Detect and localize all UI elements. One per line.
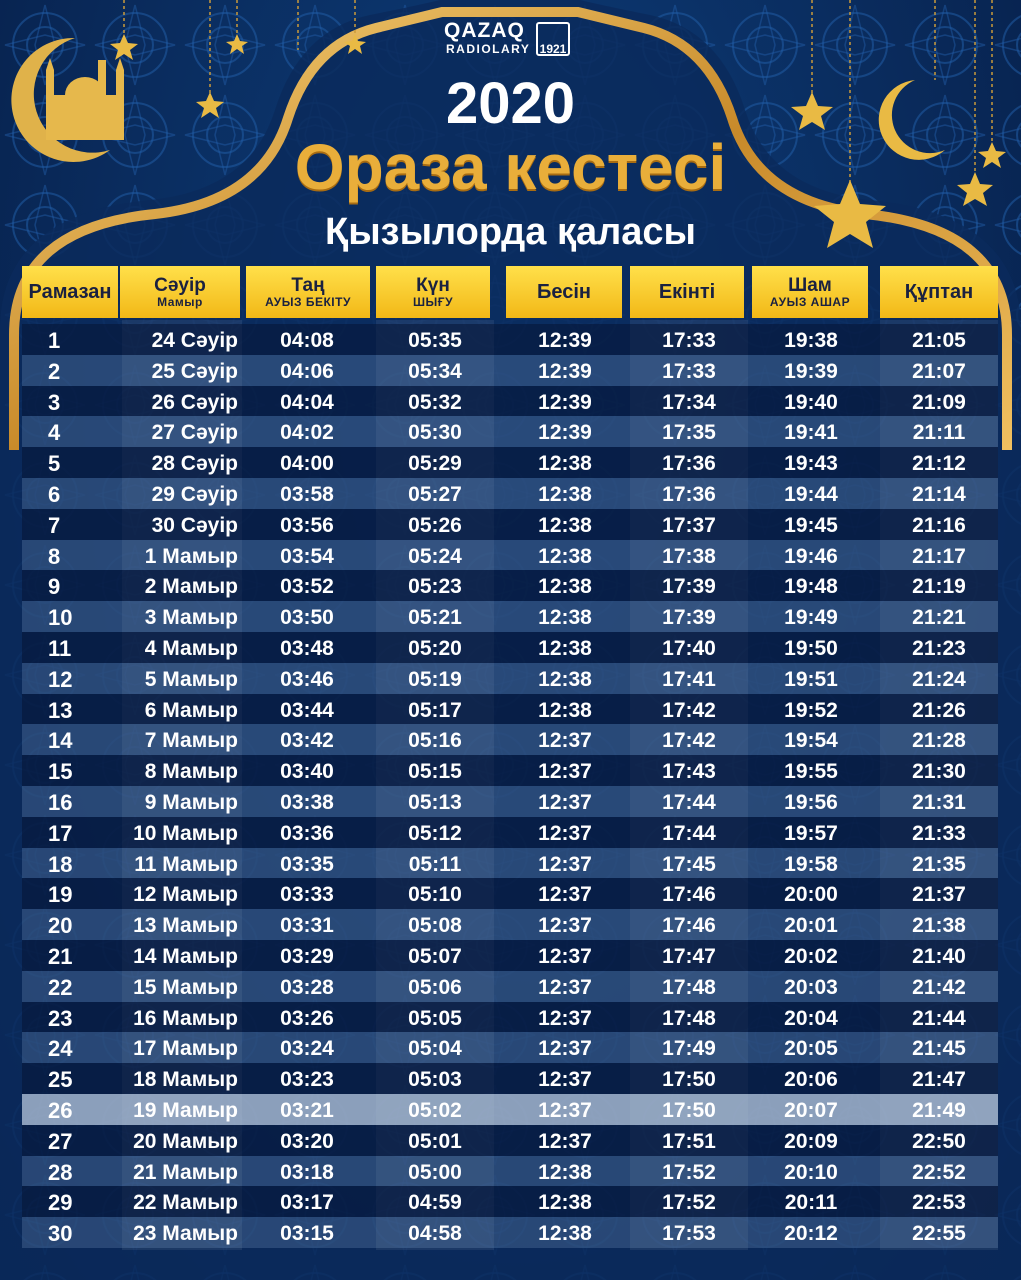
col-asr-cell: 17:38 [662, 544, 716, 568]
table-row [22, 724, 998, 755]
col-ramadan-day-cell: 23 [48, 1005, 73, 1031]
col-maghrib-cell: 19:55 [784, 760, 838, 784]
col-dhuhr-cell: 12:38 [538, 544, 592, 568]
col-maghrib-cell: 19:51 [784, 667, 838, 691]
col-asr-cell: 17:39 [662, 606, 716, 630]
col-dhuhr-cell: 12:39 [538, 390, 592, 414]
col-isha-cell: 21:12 [912, 452, 966, 476]
col-fajr-cell: 03:36 [280, 821, 334, 845]
col-asr-cell: 17:41 [662, 667, 716, 691]
year-heading: 2020 [445, 71, 576, 136]
col-maghrib-cell: 19:56 [784, 791, 838, 814]
col-isha-cell: 21:26 [912, 698, 966, 722]
col-sunrise-cell: 05:03 [408, 1068, 462, 1092]
col-sunrise-cell: 05:32 [408, 390, 462, 414]
col-asr-cell: 17:50 [662, 1099, 716, 1122]
page-title: Ораза кестесі [294, 131, 727, 203]
col-sunrise-cell: 05:12 [408, 821, 462, 845]
col-isha-cell: 21:38 [912, 914, 966, 938]
col-ramadan-day-cell: 18 [48, 851, 73, 877]
col-date-cell: 8 Мамыр [144, 760, 238, 784]
col-isha-cell: 21:28 [912, 729, 966, 753]
col-asr-cell: 17:44 [662, 821, 716, 845]
col-fajr-cell: 03:17 [280, 1191, 334, 1215]
col-asr-cell: 17:43 [662, 760, 716, 784]
col-ramadan-day-cell: 8 [48, 543, 61, 569]
col-ramadan-day-cell: 24 [48, 1036, 73, 1062]
col-dhuhr-cell: 12:38 [538, 452, 592, 476]
col-ramadan-day-cell: 12 [48, 666, 73, 692]
col-dhuhr-cell: 12:38 [538, 513, 592, 537]
table-row [22, 878, 998, 909]
col-date-cell: 30 Сәуір [151, 513, 238, 537]
col-dhuhr-cell: 12:37 [538, 883, 592, 907]
col-sunrise-cell: 05:11 [408, 852, 462, 876]
col-asr-cell: 17:53 [662, 1222, 716, 1246]
col-asr-cell: 17:46 [662, 883, 716, 907]
col-fajr-cell: 03:20 [280, 1129, 334, 1153]
col-dhuhr-cell: 12:37 [538, 1037, 592, 1061]
col-asr-cell: 17:52 [662, 1160, 716, 1184]
col-asr-cell: 17:36 [662, 452, 716, 476]
col-fajr-cell: 03:23 [280, 1068, 334, 1092]
col-maghrib-cell: 19:49 [784, 606, 838, 630]
col-sunrise-cell: 05:13 [408, 791, 462, 814]
col-maghrib-cell: 19:45 [784, 513, 838, 537]
col-maghrib-cell: 20:11 [784, 1191, 838, 1215]
col-maghrib-cell: 19:50 [784, 637, 838, 660]
col-sunrise-cell: 05:19 [408, 667, 462, 691]
col-date-cell: 9 Мамыр [144, 791, 238, 814]
table-row [22, 1125, 998, 1156]
col-ramadan-day-cell: 22 [48, 974, 73, 1000]
col-isha-cell: 21:19 [912, 575, 966, 599]
table-row [22, 817, 998, 848]
col-isha-cell: 21:42 [912, 975, 966, 999]
col-fajr-cell: 03:26 [280, 1006, 334, 1030]
col-sunrise-cell: 05:35 [408, 329, 462, 352]
col-asr-cell: 17:35 [662, 421, 716, 445]
table-row [22, 632, 998, 663]
table-row [22, 324, 998, 355]
col-sunrise-cell: 05:26 [408, 513, 462, 537]
table-row [22, 663, 998, 694]
col-ramadan-day-cell: 19 [48, 882, 73, 908]
col-asr-cell: 17:34 [662, 390, 716, 414]
col-fajr-cell: 03:48 [280, 637, 334, 660]
col-fajr-cell: 03:33 [280, 883, 334, 907]
col-ramadan-day-cell: 21 [48, 944, 73, 969]
table-row [22, 909, 998, 940]
col-dhuhr-cell: 12:38 [538, 1191, 592, 1215]
col-date-cell: 1 Мамыр [144, 544, 238, 568]
col-dhuhr-cell: 12:38 [538, 637, 592, 660]
col-fajr-cell: 03:42 [280, 729, 334, 753]
col-fajr-cell: 03:40 [280, 760, 334, 784]
table-row [22, 540, 998, 571]
col-date-cell: 20 Мамыр [133, 1129, 238, 1153]
header-col-asr [630, 266, 744, 318]
col-dhuhr-cell: 12:37 [538, 975, 592, 999]
col-maghrib-cell: 19:46 [784, 544, 838, 568]
header-label: Таң [291, 274, 325, 296]
col-fajr-cell: 03:54 [280, 544, 334, 568]
col-ramadan-day-cell: 27 [48, 1128, 73, 1154]
header-col-isha [880, 266, 998, 318]
header-label: Рамазан [28, 280, 112, 303]
header-col-dhuhr [506, 266, 622, 318]
col-sunrise-cell: 05:16 [408, 729, 462, 753]
col-fajr-cell: 03:35 [280, 852, 334, 876]
col-ramadan-day-cell: 4 [48, 420, 61, 446]
col-ramadan-day-cell: 28 [48, 1159, 73, 1185]
radio-logo [444, 20, 574, 68]
col-date-cell: 6 Мамыр [144, 698, 238, 722]
col-isha-cell: 22:55 [912, 1222, 966, 1246]
col-ramadan-day-cell: 16 [48, 790, 73, 815]
logo-year: 1921 [536, 22, 570, 56]
col-ramadan-day-cell: 10 [48, 605, 73, 631]
header-label: Күн [416, 274, 450, 296]
table-row [22, 509, 998, 540]
logo-brand: QAZAQ [444, 19, 525, 42]
col-fajr-cell: 03:38 [280, 791, 334, 814]
col-sunrise-cell: 05:17 [408, 698, 462, 722]
col-asr-cell: 17:52 [662, 1191, 716, 1215]
col-maghrib-cell: 20:00 [784, 883, 838, 907]
col-asr-cell: 17:47 [662, 945, 716, 968]
col-ramadan-day-cell: 9 [48, 574, 61, 600]
header-col-maghrib [752, 266, 868, 318]
col-ramadan-day-cell: 17 [48, 820, 73, 846]
col-fajr-cell: 03:31 [280, 914, 334, 938]
col-date-cell: 21 Мамыр [133, 1160, 238, 1184]
col-maghrib-cell: 19:52 [784, 698, 838, 722]
col-ramadan-day-cell: 20 [48, 913, 73, 939]
col-date-cell: 22 Мамыр [133, 1191, 238, 1215]
col-isha-cell: 21:07 [912, 359, 966, 383]
col-ramadan-day-cell: 3 [48, 389, 61, 415]
col-dhuhr-cell: 12:37 [538, 945, 592, 968]
col-isha-cell: 21:09 [912, 390, 966, 414]
col-maghrib-cell: 19:43 [784, 452, 838, 476]
col-asr-cell: 17:33 [662, 359, 716, 383]
header-label: Екінті [658, 280, 716, 303]
col-date-cell: 25 Сәуір [151, 359, 238, 383]
col-isha-cell: 21:33 [912, 821, 966, 845]
col-fajr-cell: 03:44 [280, 698, 334, 722]
col-dhuhr-cell: 12:38 [538, 606, 592, 630]
col-ramadan-day-cell: 6 [48, 482, 61, 507]
col-date-cell: 3 Мамыр [144, 606, 238, 630]
table-row [22, 1032, 998, 1063]
header-label: Шам [788, 274, 832, 296]
col-asr-cell: 17:45 [662, 852, 716, 876]
col-isha-cell: 22:50 [912, 1129, 966, 1153]
col-dhuhr-cell: 12:38 [538, 667, 592, 691]
col-date-cell: 7 Мамыр [144, 729, 238, 753]
col-fajr-cell: 03:21 [280, 1099, 334, 1122]
col-sunrise-cell: 05:29 [408, 452, 462, 476]
col-ramadan-day-cell: 25 [48, 1067, 73, 1093]
table-row [22, 1094, 998, 1125]
col-dhuhr-cell: 12:37 [538, 791, 592, 814]
col-ramadan-day-cell: 2 [48, 358, 61, 384]
col-sunrise-cell: 05:01 [408, 1129, 462, 1153]
col-maghrib-cell: 20:10 [784, 1160, 838, 1184]
col-ramadan-day-cell: 7 [48, 512, 61, 538]
col-maghrib-cell: 19:41 [784, 421, 838, 445]
col-dhuhr-cell: 12:39 [538, 421, 592, 445]
col-isha-cell: 21:40 [912, 945, 966, 968]
col-maghrib-cell: 19:57 [784, 821, 838, 845]
col-date-cell: 19 Мамыр [133, 1099, 238, 1122]
col-ramadan-day-cell: 5 [48, 451, 61, 477]
table-row [22, 694, 998, 725]
col-fajr-cell: 03:28 [280, 975, 334, 999]
col-date-cell: 5 Мамыр [144, 667, 238, 691]
col-ramadan-day-cell: 11 [48, 636, 72, 661]
table-row [22, 355, 998, 386]
col-maghrib-cell: 20:01 [784, 914, 838, 938]
col-maghrib-cell: 19:48 [784, 575, 838, 599]
col-isha-cell: 21:31 [912, 791, 966, 814]
table-row [22, 601, 998, 632]
col-asr-cell: 17:44 [662, 791, 716, 814]
col-sunrise-cell: 05:08 [408, 914, 462, 938]
col-date-cell: 26 Сәуір [151, 390, 238, 414]
col-date-cell: 16 Мамыр [133, 1006, 238, 1030]
col-date-cell: 2 Мамыр [144, 575, 238, 599]
col-ramadan-day-cell: 14 [48, 728, 73, 754]
table-row [22, 848, 998, 879]
col-fajr-cell: 03:46 [280, 667, 334, 691]
col-sunrise-cell: 05:10 [408, 883, 462, 907]
col-dhuhr-cell: 12:37 [538, 1099, 592, 1122]
col-sunrise-cell: 05:34 [408, 359, 462, 383]
col-maghrib-cell: 19:40 [784, 390, 838, 414]
col-isha-cell: 21:05 [912, 329, 966, 352]
col-ramadan-day-cell: 26 [48, 1098, 73, 1123]
col-sunrise-cell: 05:21 [408, 606, 462, 630]
col-isha-cell: 21:16 [912, 513, 966, 537]
col-asr-cell: 17:39 [662, 575, 716, 599]
col-date-cell: 23 Мамыр [133, 1222, 238, 1246]
col-date-cell: 12 Мамыр [133, 883, 238, 907]
col-fajr-cell: 03:24 [280, 1037, 334, 1061]
col-fajr-cell: 04:00 [280, 452, 334, 476]
table-row [22, 1156, 998, 1187]
col-sunrise-cell: 04:58 [408, 1222, 462, 1246]
col-dhuhr-cell: 12:37 [538, 821, 592, 845]
col-maghrib-cell: 19:44 [784, 483, 838, 506]
col-sunrise-cell: 04:59 [408, 1191, 462, 1215]
col-dhuhr-cell: 12:38 [538, 698, 592, 722]
col-asr-cell: 17:33 [662, 329, 716, 352]
col-asr-cell: 17:37 [662, 513, 716, 537]
table-row [22, 416, 998, 447]
table-row [22, 755, 998, 786]
col-asr-cell: 17:42 [662, 698, 716, 722]
header-label: Бесін [537, 280, 591, 303]
col-maghrib-cell: 19:39 [784, 359, 838, 383]
col-sunrise-cell: 05:23 [408, 575, 462, 599]
col-isha-cell: 21:23 [912, 637, 966, 660]
col-fajr-cell: 04:02 [280, 421, 334, 445]
col-dhuhr-cell: 12:37 [538, 1006, 592, 1030]
col-maghrib-cell: 20:06 [784, 1068, 838, 1092]
col-fajr-cell: 03:58 [280, 483, 334, 506]
table-row [22, 971, 998, 1002]
col-maghrib-cell: 19:58 [784, 852, 838, 876]
col-isha-cell: 22:53 [912, 1191, 966, 1215]
table-row [22, 1002, 998, 1033]
header-col-fajr [246, 266, 370, 318]
col-asr-cell: 17:49 [662, 1037, 716, 1061]
col-dhuhr-cell: 12:37 [538, 1068, 592, 1092]
table-row [22, 570, 998, 601]
col-sunrise-cell: 05:00 [408, 1160, 462, 1184]
col-date-cell: 18 Мамыр [133, 1068, 238, 1092]
table-row [22, 1217, 998, 1248]
col-fajr-cell: 03:18 [280, 1160, 334, 1184]
col-date-cell: 4 Мамыр [144, 637, 238, 660]
col-isha-cell: 21:47 [912, 1068, 966, 1092]
col-date-cell: 11 Мамыр [134, 852, 238, 876]
col-sunrise-cell: 05:05 [408, 1006, 462, 1030]
header-sublabel: АУЫЗ БЕКІТУ [265, 294, 351, 309]
col-sunrise-cell: 05:27 [408, 483, 462, 506]
header-sublabel: ШЫҒУ [412, 294, 454, 309]
header-sublabel: Мамыр [157, 294, 203, 309]
col-maghrib-cell: 20:05 [784, 1037, 838, 1061]
col-isha-cell: 21:17 [912, 544, 966, 568]
col-sunrise-cell: 05:20 [408, 637, 462, 660]
col-asr-cell: 17:40 [662, 637, 716, 660]
col-asr-cell: 17:48 [662, 1006, 716, 1030]
table-row [22, 786, 998, 817]
table-row [22, 386, 998, 417]
header-sublabel: АУЫЗ АШАР [769, 294, 851, 309]
col-asr-cell: 17:51 [662, 1129, 716, 1153]
col-date-cell: 13 Мамыр [133, 914, 238, 938]
col-asr-cell: 17:46 [662, 914, 716, 938]
col-dhuhr-cell: 12:38 [538, 1222, 592, 1246]
col-dhuhr-cell: 12:37 [538, 760, 592, 784]
col-ramadan-day-cell: 1 [48, 328, 61, 353]
header-col-sunrise [376, 266, 490, 318]
col-maghrib-cell: 20:07 [784, 1099, 838, 1122]
col-maghrib-cell: 19:54 [784, 729, 838, 753]
header-col-date [120, 266, 240, 318]
col-fajr-cell: 03:15 [280, 1222, 334, 1246]
col-asr-cell: 17:42 [662, 729, 716, 753]
col-asr-cell: 17:48 [662, 975, 716, 999]
col-isha-cell: 21:35 [912, 852, 966, 876]
col-sunrise-cell: 05:15 [408, 760, 462, 784]
col-maghrib-cell: 20:03 [784, 975, 838, 999]
col-maghrib-cell: 20:09 [784, 1129, 838, 1153]
table-row [22, 1063, 998, 1094]
col-isha-cell: 21:11 [912, 421, 966, 445]
col-maghrib-cell: 20:04 [784, 1006, 838, 1030]
table-row [22, 447, 998, 478]
col-sunrise-cell: 05:30 [408, 421, 462, 445]
logo-subtitle: RADIOLARY [446, 42, 531, 56]
col-asr-cell: 17:50 [662, 1068, 716, 1092]
col-maghrib-cell: 19:38 [784, 329, 838, 352]
col-isha-cell: 21:45 [912, 1037, 966, 1061]
col-fajr-cell: 04:06 [280, 359, 334, 383]
col-asr-cell: 17:36 [662, 483, 716, 506]
col-isha-cell: 21:44 [912, 1006, 966, 1030]
col-fajr-cell: 03:52 [280, 575, 334, 599]
col-isha-cell: 22:52 [912, 1160, 966, 1184]
col-date-cell: 29 Сәуір [151, 483, 238, 506]
col-date-cell: 14 Мамыр [133, 945, 238, 968]
col-fajr-cell: 03:56 [280, 513, 334, 537]
col-ramadan-day-cell: 13 [48, 697, 73, 723]
col-date-cell: 10 Мамыр [133, 821, 238, 845]
col-sunrise-cell: 05:07 [408, 945, 462, 968]
col-isha-cell: 21:37 [912, 883, 966, 907]
col-dhuhr-cell: 12:37 [538, 1129, 592, 1153]
col-date-cell: 24 Сәуір [151, 329, 238, 352]
col-sunrise-cell: 05:04 [408, 1037, 462, 1061]
col-fajr-cell: 04:08 [280, 329, 334, 352]
col-ramadan-day-cell: 30 [48, 1221, 73, 1247]
col-dhuhr-cell: 12:37 [538, 914, 592, 938]
col-dhuhr-cell: 12:37 [538, 852, 592, 876]
col-dhuhr-cell: 12:37 [538, 729, 592, 753]
table-row [22, 1186, 998, 1217]
col-ramadan-day-cell: 15 [48, 759, 73, 785]
col-ramadan-day-cell: 29 [48, 1190, 73, 1216]
col-isha-cell: 21:49 [912, 1099, 966, 1122]
table-row [22, 940, 998, 971]
col-fajr-cell: 03:50 [280, 606, 334, 630]
col-fajr-cell: 04:04 [280, 390, 334, 414]
header-label: Сәуір [154, 274, 206, 296]
col-maghrib-cell: 20:12 [784, 1222, 838, 1246]
col-maghrib-cell: 20:02 [784, 945, 838, 968]
header-label: Құптан [904, 280, 974, 303]
col-dhuhr-cell: 12:38 [538, 575, 592, 599]
col-sunrise-cell: 05:02 [408, 1099, 462, 1122]
header-col-ramadan-day [22, 266, 118, 318]
col-dhuhr-cell: 12:39 [538, 329, 592, 352]
col-date-cell: 17 Мамыр [133, 1037, 238, 1061]
col-dhuhr-cell: 12:38 [538, 483, 592, 506]
col-dhuhr-cell: 12:38 [538, 1160, 592, 1184]
table-row [22, 478, 998, 509]
col-date-cell: 27 Сәуір [151, 421, 238, 445]
col-fajr-cell: 03:29 [280, 945, 334, 968]
col-sunrise-cell: 05:06 [408, 975, 462, 999]
col-date-cell: 15 Мамыр [133, 975, 238, 999]
col-date-cell: 28 Сәуір [151, 452, 238, 476]
col-isha-cell: 21:21 [912, 606, 966, 630]
col-isha-cell: 21:30 [912, 760, 966, 784]
col-sunrise-cell: 05:24 [408, 544, 462, 568]
col-isha-cell: 21:14 [912, 483, 966, 506]
col-isha-cell: 21:24 [912, 667, 966, 691]
city-subtitle: Қызылорда қаласы [325, 211, 696, 253]
col-dhuhr-cell: 12:39 [538, 359, 592, 383]
